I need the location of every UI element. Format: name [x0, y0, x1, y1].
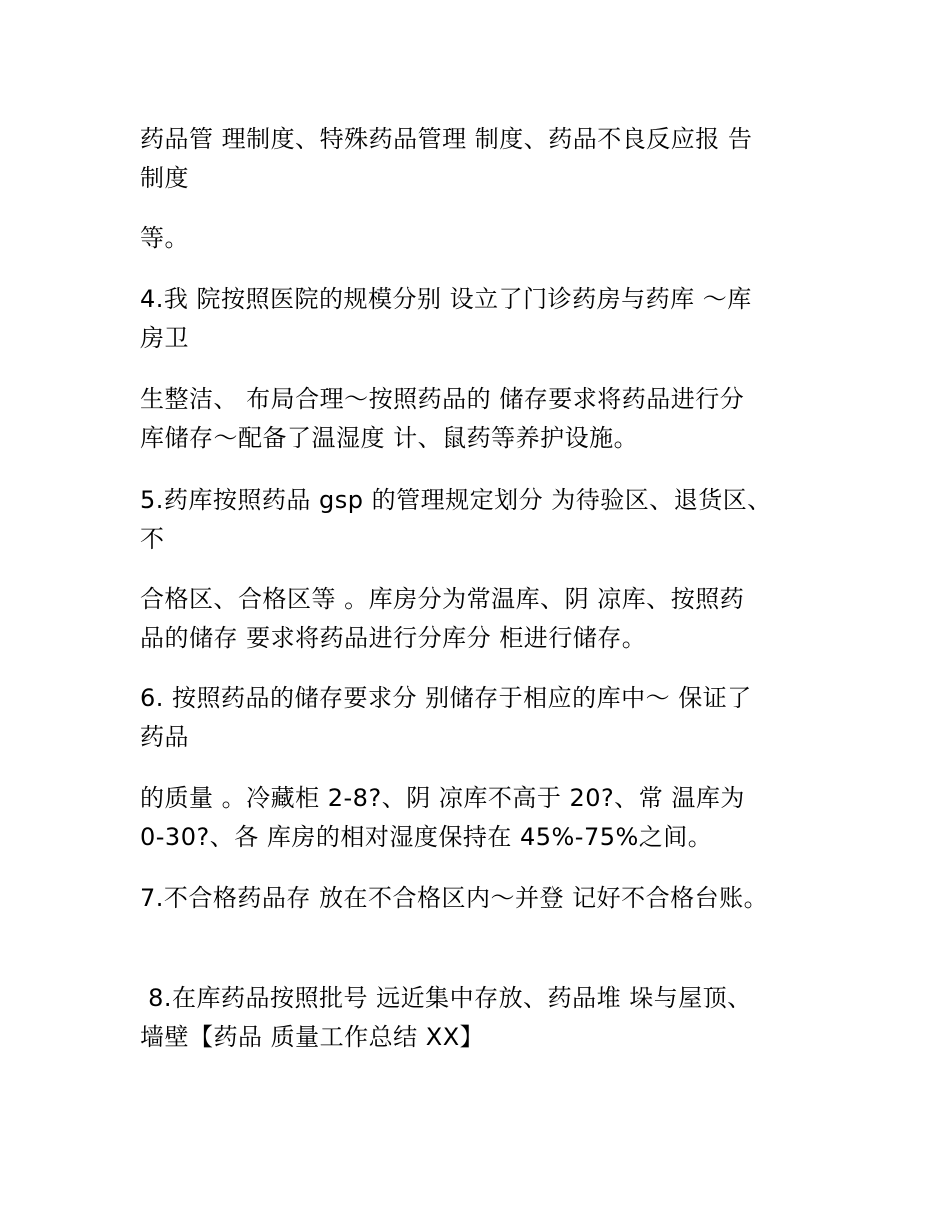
paragraph-1-line-2: 制度 — [140, 164, 189, 192]
paragraph-6-line-2: 品的储存 要求将药品进行分库分 柜进行储存。 — [140, 624, 647, 652]
paragraph-8-line-2: 0-30?、各 库房的相对湿度保持在 45%-75%之间。 — [140, 823, 713, 851]
paragraph-8-line-1: 的质量 。冷藏柜 2-8?、阴 凉库不高于 20?、常 温库为 — [140, 784, 745, 812]
paragraph-10-line-1: 8.在库药品按照批号 远近集中存放、药品堆 垛与屋顶、 — [140, 984, 752, 1012]
paragraph-4-line-2: 库储存～配备了温湿度 计、鼠药等养护设施。 — [140, 424, 639, 452]
paragraph-4-line-1: 生整洁、 布局合理～按照药品的 储存要求将药品进行分 — [140, 385, 745, 413]
paragraph-3-line-2: 房卫 — [140, 324, 189, 352]
paragraph-7-line-2: 药品 — [140, 723, 189, 751]
paragraph-9-line-1: 7.不合格药品存 放在不合格区内～并登 记好不合格台账。 — [140, 884, 769, 912]
paragraph-1-line-1: 药品管 理制度、特殊药品管理 制度、药品不良反应报 告 — [140, 125, 753, 153]
paragraph-7-line-1: 6. 按照药品的储存要求分 别储存于相应的库中～ 保证了 — [140, 684, 752, 712]
paragraph-5-line-2: 不 — [140, 525, 165, 553]
paragraph-5-line-1: 5.药库按照药品 gsp 的管理规定划分 为待验区、退货区、 — [140, 486, 772, 514]
paragraph-10-line-2: 墙壁【药品 质量工作总结 XX】 — [140, 1023, 485, 1051]
paragraph-6-line-1: 合格区、合格区等 。库房分为常温库、阴 凉库、按照药 — [140, 585, 745, 613]
paragraph-3-line-1: 4.我 院按照医院的规模分别 设立了门诊药房与药库 ～库 — [140, 285, 752, 313]
paragraph-2-line-1: 等。 — [140, 224, 189, 252]
